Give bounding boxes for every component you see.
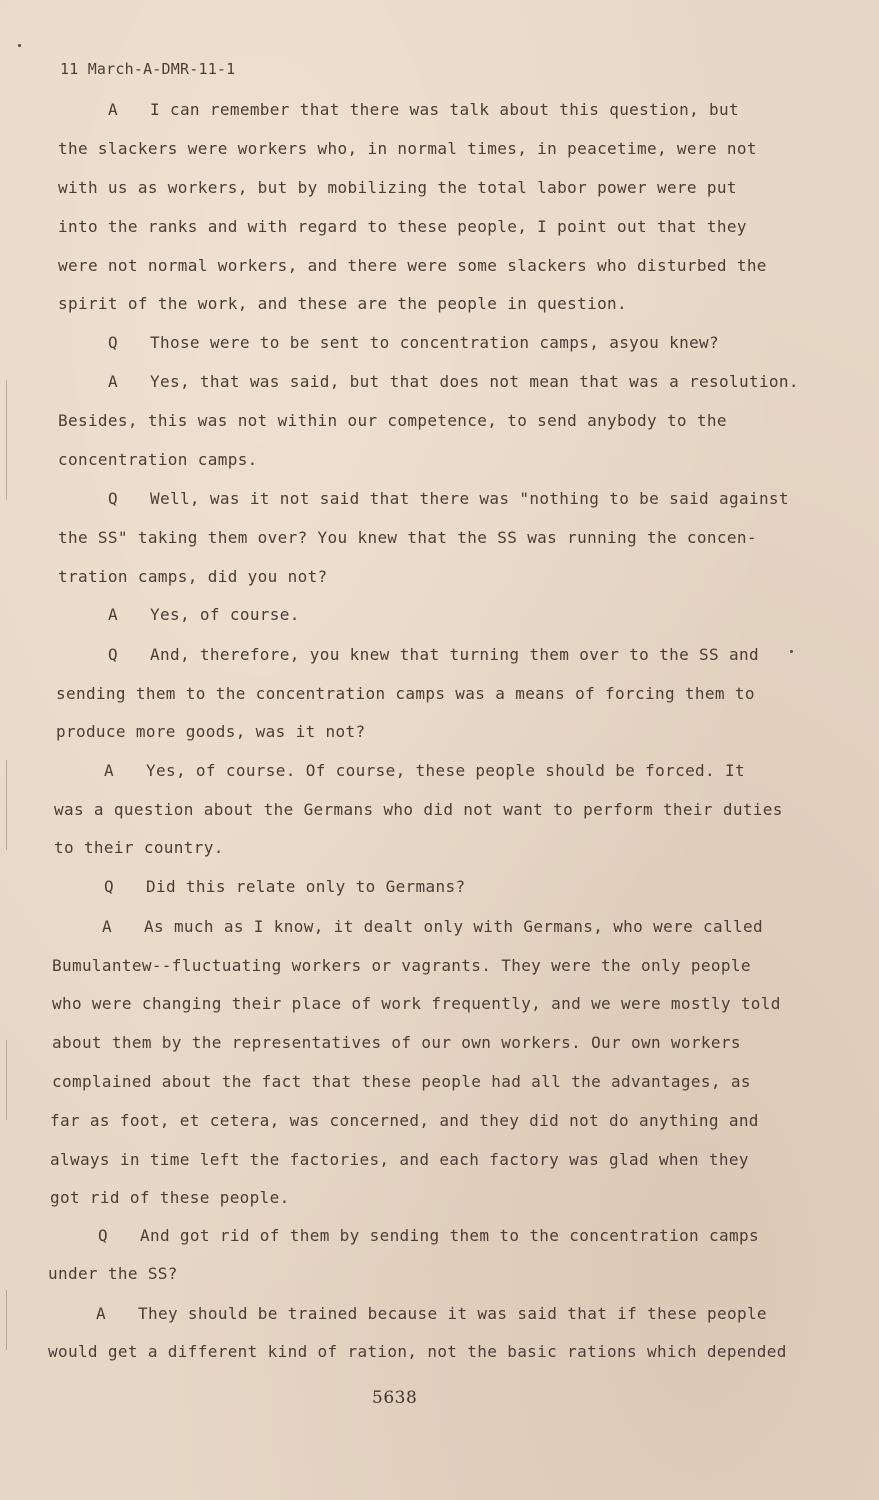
transcript-line [52, 1072, 751, 1092]
document-header: 11 March-A-DMR-11-1 [60, 60, 236, 78]
line-text: into the ranks and with regard to these people, I point out that they [58, 217, 747, 236]
speaker-label: A [108, 100, 118, 119]
transcript-line [50, 1188, 290, 1208]
line-text: the SS" taking them over? You knew that the SS was running the concen- [58, 528, 757, 547]
speaker-label: Q [108, 333, 118, 352]
line-text: complained about the fact that these people had all the advantages, as [52, 1072, 751, 1091]
transcript-line [54, 838, 224, 858]
line-text: Yes, of course. Of course, these people should be forced. It [146, 761, 745, 780]
transcript-line [56, 684, 755, 704]
line-text: They should be trained because it was said that if these people [138, 1304, 767, 1323]
line-text: was a question about the Germans who did not want to perform their duties [54, 800, 783, 819]
line-text: spirit of the work, and these are the people in question. [58, 294, 628, 313]
transcript-line [58, 411, 727, 431]
speaker-label: A [108, 605, 118, 624]
line-text: concentration camps. [58, 450, 258, 469]
line-text: produce more goods, was it not? [56, 722, 366, 741]
transcript-line [58, 528, 757, 548]
speaker-label: Q [104, 877, 114, 896]
transcript-line [58, 178, 737, 198]
speaker-label: A [104, 761, 114, 780]
transcript-line [52, 956, 751, 976]
transcript-line [108, 333, 719, 353]
line-text: Yes, that was said, but that does not mean that was a resolution. [150, 372, 799, 391]
transcript-line [58, 256, 767, 276]
line-text: Bumulantew--fluctuating workers or vagrants. They were the only people [52, 956, 751, 975]
speaker-label: Q [108, 489, 118, 508]
line-text: And, therefore, you knew that turning them over to the SS and [150, 645, 759, 664]
transcript-line [52, 1033, 741, 1053]
transcript-line [54, 800, 783, 820]
transcript-line [108, 489, 789, 509]
transcript-line [58, 567, 328, 587]
transcript-line [48, 1342, 787, 1362]
line-text: with us as workers, but by mobilizing the total labor power were put [58, 178, 737, 197]
line-text: tration camps, did you not? [58, 567, 328, 586]
line-text: sending them to the concentration camps was a means of forcing them to [56, 684, 755, 703]
transcript-line [58, 139, 757, 159]
speaker-label: A [96, 1304, 106, 1323]
transcript-line [50, 1111, 759, 1131]
transcript-line [58, 294, 627, 314]
line-text: As much as I know, it dealt only with Germans, who were called [144, 917, 763, 936]
transcript-line [48, 1264, 178, 1284]
line-text: always in time left the factories, and each factory was glad when they [50, 1150, 749, 1169]
transcript-line [50, 1150, 749, 1170]
speaker-label: Q [98, 1226, 108, 1245]
line-text: got rid of these people. [50, 1188, 290, 1207]
line-text: the slackers were workers who, in normal times, in peacetime, were not [58, 139, 757, 158]
transcript-line [102, 917, 763, 937]
line-text: I can remember that there was talk about this question, but [150, 100, 739, 119]
line-text: under the SS? [48, 1264, 178, 1283]
line-text: Besides, this was not within our competence, to send anybody to the [58, 411, 727, 430]
transcript-line [58, 450, 258, 470]
line-text: Well, was it not said that there was "nothing to be said against [150, 489, 789, 508]
transcript-line [98, 1226, 759, 1246]
line-text: far as foot, et cetera, was concerned, and they did not do anything and [50, 1111, 759, 1130]
line-text: Did this relate only to Germans? [146, 877, 466, 896]
line-text: Yes, of course. [150, 605, 300, 624]
line-text: would get a different kind of ration, not the basic rations which depended [48, 1342, 787, 1361]
transcript-line [108, 372, 799, 392]
speaker-label: A [102, 917, 112, 936]
transcript-line [108, 605, 300, 625]
transcript-line [96, 1304, 767, 1324]
line-text: Those were to be sent to concentration camps, asyou knew? [150, 333, 720, 352]
line-text: And got rid of them by sending them to the concentration camps [140, 1226, 759, 1245]
page-number: 5638 [372, 1388, 418, 1408]
line-text: were not normal workers, and there were some slackers who disturbed the [58, 256, 767, 275]
line-text: about them by the representatives of our own workers. Our own workers [52, 1033, 741, 1052]
transcript-line [58, 217, 747, 237]
speaker-label: Q [108, 645, 118, 664]
transcript-line [56, 722, 365, 742]
transcript-line [52, 994, 781, 1014]
line-text: to their country. [54, 838, 224, 857]
transcript-line [108, 100, 739, 120]
transcript-line [104, 877, 465, 897]
line-text: who were changing their place of work frequently, and we were mostly told [52, 994, 781, 1013]
speaker-label: A [108, 372, 118, 391]
transcript-line [108, 645, 759, 665]
transcript-line [104, 761, 745, 781]
